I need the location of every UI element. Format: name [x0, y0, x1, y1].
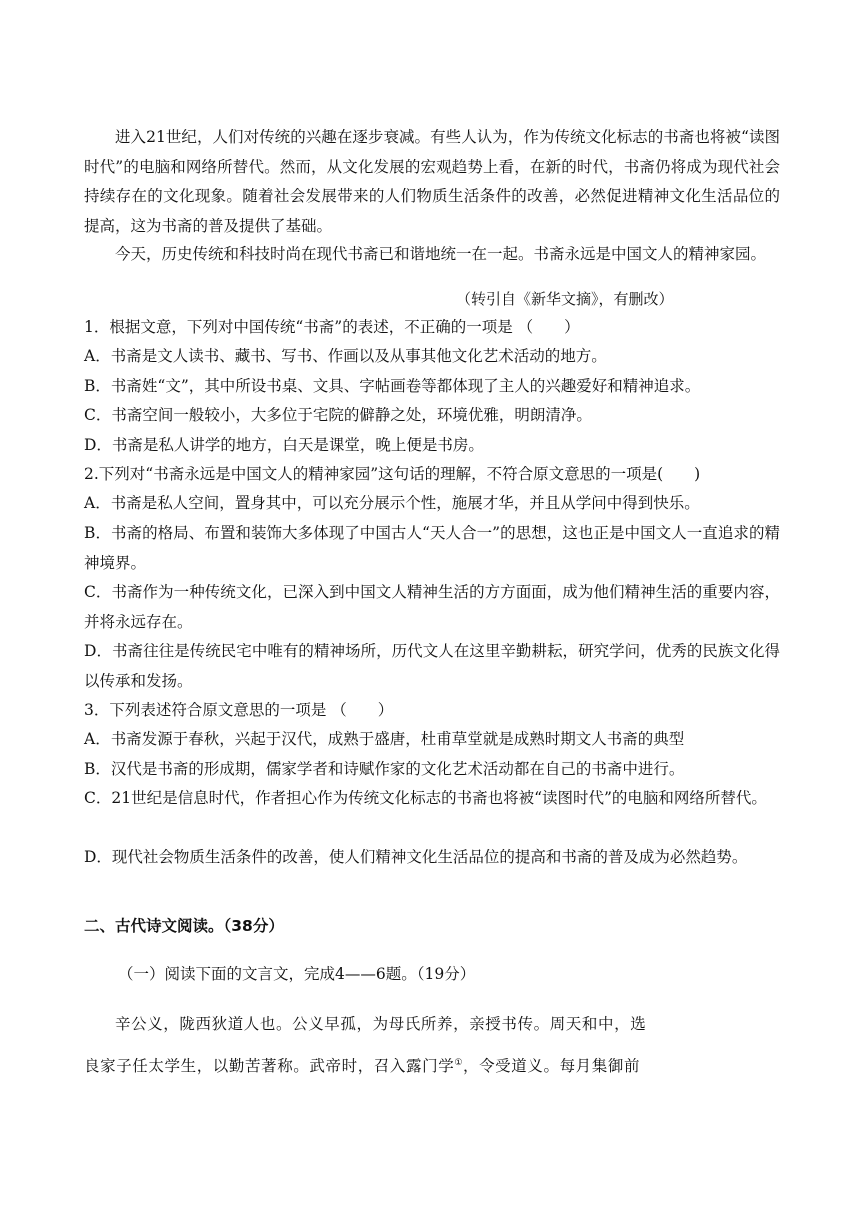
question-3-option-b: B．汉代是书斋的形成期，儒家学者和诗赋作家的文化艺术活动都在自己的书斋中进行。 [84, 760, 685, 778]
section-2-heading: 二、古代诗文阅读。（38分） [84, 917, 284, 935]
classical-text-line-2-part-a: 良家子任太学生，以勤苦著称。武帝时，召入露门学 [84, 1057, 455, 1075]
question-1-option-b: B．书斋姓“文”，其中所设书桌、文具、字帖画卷等都体现了主人的兴趣爱好和精神追求。 [84, 377, 701, 395]
passage-paragraph-2: 今天，历史传统和科技时尚在现代书斋已和谐地统一在一起。书斋永远是中国文人的精神家园。 [115, 245, 767, 263]
footnote-marker: ① [454, 1057, 463, 1068]
question-1-option-c: C．书斋空间一般较小，大多位于宅院的僻静之处，环境优雅，明朗清净。 [84, 406, 592, 424]
classical-text-line-1: 辛公义，陇西狄道人也。公义早孤，为母氏所养，亲授书传。周天和中，选 [115, 1015, 647, 1033]
question-2-option-a: A．书斋是私人空间，置身其中，可以充分展示个性，施展才华，并且从学问中得到快乐。 [84, 494, 700, 512]
question-2-option-d: D．书斋往往是传统民宅中唯有的精神场所，历代文人在这里辛勤耕耘，研究学问，优秀的民族文化得以传承和发扬。 [84, 642, 780, 690]
classical-text-line-2-part-b: ，令受道义。每月集御前 [462, 1057, 641, 1075]
passage-source: （转引自《新华文摘》，有删改） [456, 290, 674, 308]
classical-text-line-2 [84, 1047, 780, 1085]
section-2-subheading: （一）阅读下面的文言文，完成4——6题。（19分） [118, 965, 476, 983]
question-3-option-d: D．现代社会物质生活条件的改善，使人们精神文化生活品位的提高和书斋的普及成为必然趋势。 [84, 848, 748, 866]
question-1-option-d: D．书斋是私人讲学的地方，白天是课堂，晚上便是书房。 [84, 436, 484, 454]
question-2-option-c: C．书斋作为一种传统文化，已深入到中国文人精神生活的方方面面，成为他们精神生活的重要内容，并将永远存在。 [84, 583, 780, 631]
question-1-stem: 1．根据文意，下列对中国传统“书斋”的表述，不正确的一项是 （ ） [84, 318, 580, 336]
question-3-option-a: A．书斋发源于春秋，兴起于汉代，成熟于盛唐，杜甫草堂就是成熟时期文人书斋的典型 [84, 730, 685, 748]
question-3-stem: 3．下列表述符合原文意思的一项是 （ ） [84, 701, 394, 719]
question-2-stem: 2.下列对“书斋永远是中国文人的精神家园”这句话的理解，不符合原文意思的一项是( ) [84, 465, 701, 483]
question-3-option-c: C．21世纪是信息时代，作者担心作为传统文化标志的书斋也将被“读图时代”的电脑和网络所替代。 [84, 789, 767, 807]
passage-paragraph-1: 进入21世纪，人们对传统的兴趣在逐步衰减。有些人认为，作为传统文化标志的书斋也将被“读图时代”的电脑和网络所替代。然而，从文化发展的宏观趋势上看，在新的时代，书斋仍将成为现代社会持续存在的文化现象。随着社会发展带来的人们物质生活条件的改善，必然促进精神文化生活品位的提高，这为书斋的普及提供了基础。 [84, 128, 780, 235]
question-2-option-b: B．书斋的格局、布置和装饰大多体现了中国古人“天人合一”的思想，这也正是中国文人一直追求的精神境界。 [84, 524, 780, 572]
question-1-option-a: A．书斋是文人读书、藏书、写书、作画以及从事其他文化艺术活动的地方。 [84, 347, 607, 365]
